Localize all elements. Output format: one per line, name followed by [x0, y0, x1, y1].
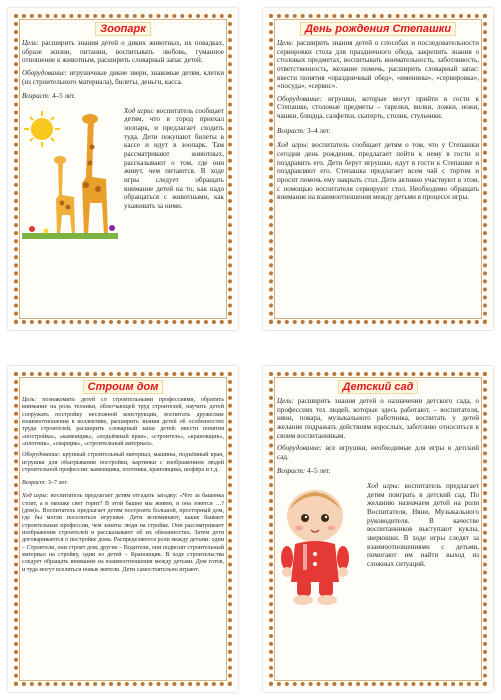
- sun-icon: [24, 111, 60, 147]
- game-paragraph: Ход игры: воспитатель сообщает детям о том, что у Степашки сегодня день рождения, предлагает пойти к нему в гости и поздравить его. Дети берут игрушки, идут в гости к Степашке и поздравляют его. Степашка предлагает всем чай с тортом и просит помочь ему накрыть стол. Дети активно участвуют в этом, с помощью воспитателя сервируют стол. Необходимо обращать внимание на взаимоотношения между детьми в процессе игры.: [277, 141, 479, 202]
- goal-paragraph: Цель: расширить знания детей о способах и последовательности сервировки стола для праздничного обеда, закрепить знания о столовых предметах, воспитывать внимательность, заботливость, ответственность, желание помочь, расширить словарный запас: ввести понятия «праздничный обед», «именины», «сервировка», «посуда», «сервис».: [277, 39, 479, 91]
- game-paragraph: Ход игры: воспитатель сообщает детям, что в город приехал зоопарк, и предлагает сходить туда. Дети покупают билеты в кассе и идут в зоопарк. Там рассматривают животных, рассказывают о том, где они живут, чем питаются. В ходе игры следует обращать внимание детей на то, как надо обращаться с животными, как ухаживать за ними.: [124, 106, 224, 210]
- card-title: Детский сад: [277, 380, 479, 394]
- equipment-paragraph: Оборудование: игрушки, которые могут прийти в гости к Степашке, столовые предметы – тарелки, вилки, ложки, ножи, чашки, блюдца, салфетки, скатерть, столик, стульчики.: [277, 94, 479, 121]
- child-illustration: [277, 482, 363, 610]
- goal-paragraph: Цель: познакомить детей со строительными профессиями, обратить внимание на роль техники, облегчающей труд строителей, научить детей сооружать постройку несложной конструкции, воспитать дружеские взаимоотношения в коллективе, расширить знания детей об особенностях труда строителей, расширить словарный запас детей: ввести понятия «постройка», «каменщик», «подъёмный кран», «строитель», «крановщик», «плотник», «сварщик», «строительный материал».: [22, 397, 224, 447]
- goal-paragraph: Цель: расширить знания детей о назначении детского сада, о профессиях тех людей, которые здесь работают, – воспитателя, няни, повара, музыкального работника, воспитать у детей желание подражать действиям взрослых, заботливо относиться к своим воспитанникам.: [277, 397, 479, 440]
- giraffe-icon: [82, 114, 108, 235]
- goal-paragraph: Цель: расширить знания детей о диких животных, их повадках, образе жизни, питании, воспитывать любовь, гуманное отношение к животным, расширить словарный запас детей.: [22, 39, 224, 65]
- age-paragraph: Возраст: 3–4 лет.: [277, 126, 331, 135]
- card-title: Строим дом: [22, 380, 224, 394]
- equipment-paragraph: Оборудование: крупный строительный материал, машины, подъёмный кран, игрушки для обыгрывания постройки, картинки с изображением людей строительной профессии: каменщика, плотника, крановщика, шофёра и т.д.: [22, 452, 224, 473]
- card-kindergarten: [263, 366, 493, 692]
- card-build-house: [8, 366, 238, 692]
- giraffe-icon: [54, 156, 75, 235]
- child-icon: [281, 490, 349, 605]
- age-paragraph: Возраст: 4–5 лет.: [22, 92, 76, 101]
- giraffes-illustration: [22, 107, 120, 247]
- card-zoo: [8, 8, 238, 330]
- card-title: День рождения Степашки: [277, 22, 479, 36]
- equipment-paragraph: Оборудование: игрушечные дикие звери, знакомые детям, клетки (из строительного материала), билеты, деньги, касса.: [22, 68, 224, 86]
- age-paragraph: Возраст: 4–5 лет.: [277, 467, 331, 476]
- age-paragraph: Возраст: 3–7 лет.: [22, 480, 68, 487]
- game-paragraph: Ход игры: воспитатель предлагает детям отгадать загадку: «Что за башенка стоит, а в окошке свет горит? В этой башне мы живем, и она зовется …? (дом)». Воспитатель предлагает детям построить большой, просторный дом, где бы могли поселиться игрушки. Дети вспоминают, какие бывают строительные профессии, чем заняты люди на стройке. Они рассматривают изображения строителей и рассказывают об их обязанностях. Затем дети договариваются о постройке дома. Распределяются роли между детьми: одни – Строители, они строят дом; другие – Водители, они подвозят строительный материал на стройку, один из детей – Крановщик. В ходе строительства следует обращать внимание на взаимоотношения между детьми. Дом готов, и туда могут вселяться новые жители. Дети самостоятельно играют.: [22, 493, 224, 573]
- equipment-paragraph: Оборудование: все игрушки, необходимые для игры в детский сад.: [277, 444, 479, 461]
- game-paragraph: Ход игры: воспитатель предлагает детям поиграть в детский сад. По желанию назначаем детей на роли Воспитателя, Няни, Музыкального руководителя. В качестве воспитанников выступают куклы, зверюшки. В ходе игры следят за взаимоотношениями с детьми, помогают им найти выход из сложных ситуаций.: [367, 482, 479, 568]
- card-birthday: [263, 8, 493, 330]
- card-title: Зоопарк: [22, 22, 224, 36]
